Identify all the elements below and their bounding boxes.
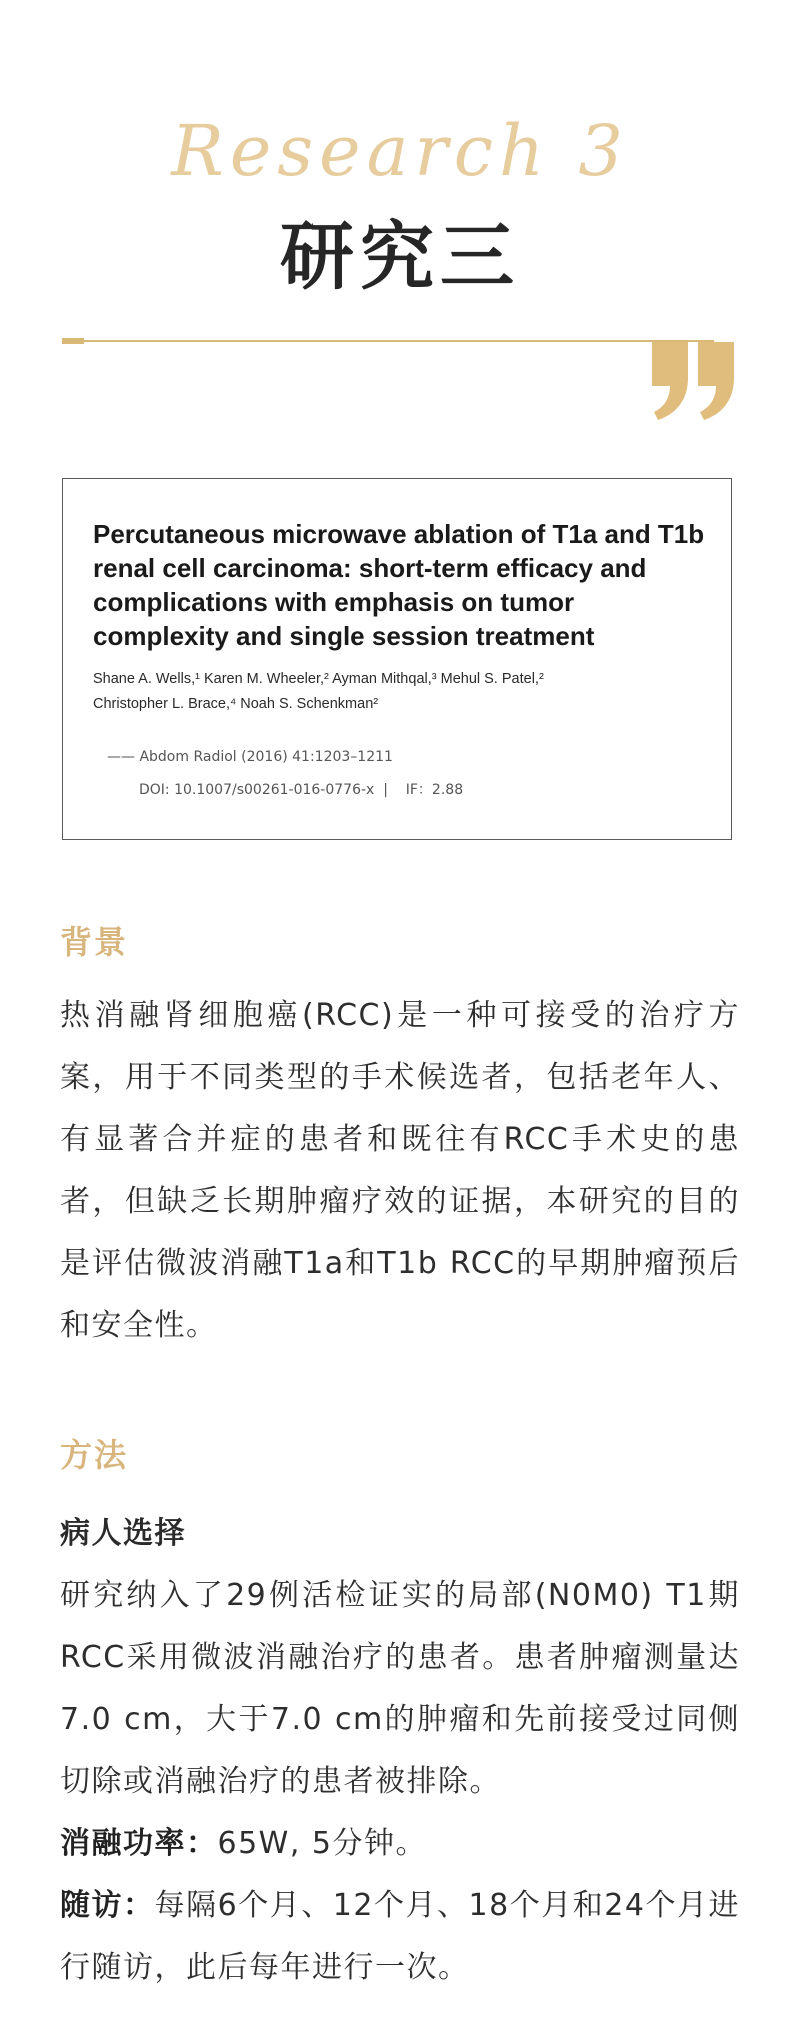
script-title-research: Research 3: [171, 110, 629, 192]
paper-doi: DOI: 10.1007/s00261-016-0776-x | IF：2.88: [139, 782, 464, 798]
paper-journal: —— Abdom Radiol (2016) 41:1203–1211: [107, 749, 393, 765]
paper-authors-line: Christopher L. Brace,⁴ Noah S. Schenkman²: [93, 696, 379, 712]
ablation-power-line: [60, 1813, 740, 1875]
closing-quote-icon: [650, 340, 740, 420]
followup-paragraph: [60, 1875, 740, 1999]
followup-label: 随访：: [60, 1888, 155, 1923]
paper-authors-line: Shane A. Wells,¹ Karen M. Wheeler,² Ayman Mithqal,³ Mehul S. Patel,²: [93, 671, 544, 687]
paper-citation-card: [62, 478, 732, 840]
page-title: 研究三: [280, 214, 520, 300]
ablation-power-label: 消融功率：: [60, 1826, 218, 1861]
patient-selection-paragraph: 研究纳入了29例活检证实的局部(N0M0) T1期RCC采用微波消融治疗的患者。患者肿瘤测量达7.0 cm，大于7.0 cm的肿瘤和先前接受过同侧切除或消融治疗的患者被排除。: [60, 1578, 740, 1799]
paper-title: Percutaneous microwave ablation of T1a and T1b renal cell carcinoma: short-term efficacy and complications with emphasis on tumor complexity and single session treatment: [93, 519, 705, 651]
section-heading-methods: 方法: [60, 1436, 129, 1474]
followup-value: 每隔6个月、12个月、18个月和24个月进行随访，此后每年进行一次。: [60, 1888, 741, 1985]
subheading-patient-selection: 病人选择: [60, 1516, 186, 1551]
paper-authors: [93, 667, 713, 717]
background-paragraph: 热消融肾细胞癌(RCC)是一种可接受的治疗方案，用于不同类型的手术候选者，包括老年人、有显著合并症的患者和既往有RCC手术史的患者，但缺乏长期肿瘤疗效的证据，本研究的目的是评估微波消融T1a和T1b RCC的早期肿瘤预后和安全性。: [60, 998, 740, 1343]
ablation-power-value: 65W, 5分钟。: [217, 1826, 427, 1861]
divider-line: [64, 340, 714, 342]
section-heading-background: 背景: [60, 923, 129, 961]
